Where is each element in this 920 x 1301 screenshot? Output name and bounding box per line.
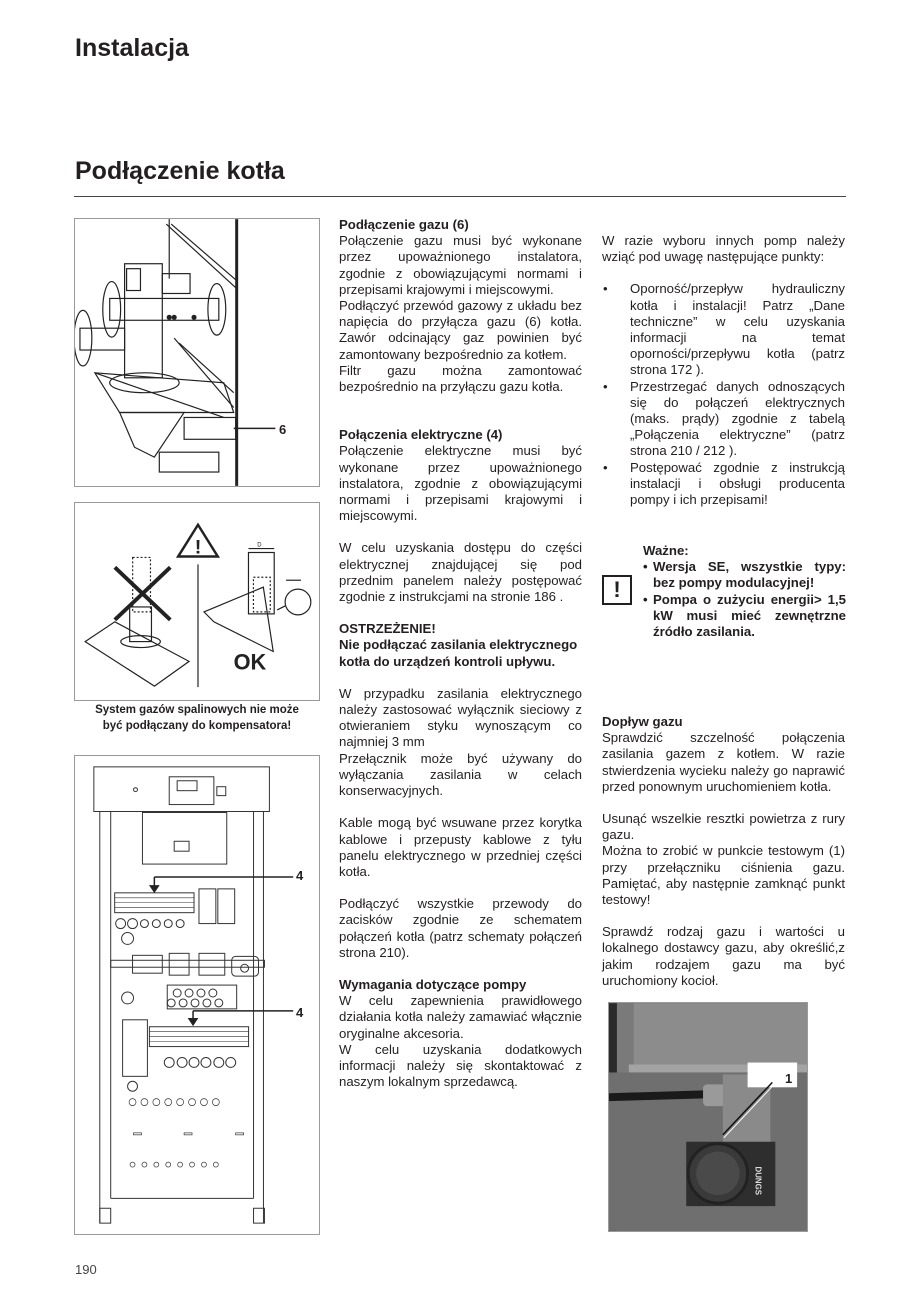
pressure-switch-illustration: [609, 1003, 807, 1231]
electrical-p1: Połączenie elektryczne musi być wykonane przez upoważnionego instalatora, zgodnie z obowiązującymi normami i przepisami krajowymi i miejscowymi.: [339, 443, 582, 524]
dimension-d-label: D: [257, 542, 262, 549]
important-note: [602, 543, 846, 640]
ok-label: OK: [233, 649, 267, 675]
gas-supply-p1: Sprawdzić szczelność połączenia zasilania gazem z kotłem. W razie stwierdzenia wycieku należy go naprawić przed ponownym uruchomieniem kotła.: [602, 730, 845, 794]
gas-connection-p1: Połączenie gazu musi być wykonane przez upoważnionego instalatora, zgodnie z obowiązującymi normami i przepisami krajowymi i miejscowymi.: [339, 233, 582, 297]
flue-warning-drawing: [75, 503, 319, 700]
electrical-heading: Połączenia elektryczne (4): [339, 427, 503, 443]
gas-supply-heading: Dopływ gazu: [602, 714, 683, 729]
electrical-p6: Podłączyć wszystkie przewody do zacisków zgodnie ze schematem połączeń kotła (patrz schematy połączeń strona 210).: [339, 896, 582, 960]
middle-column: [339, 217, 582, 1090]
list-item: • Przestrzegać danych odnoszących się do połączeń elektrycznych (maks. prądy) zgodnie z tabelą „Połączenia elektryczne” (patrz strona 210 / 212 ).: [602, 379, 845, 460]
right-column: [602, 233, 845, 508]
note-item: • Wersja SE, wszystkie typy: bez pompy modulacyjnej!: [643, 559, 846, 591]
callout-gas-connection: 6: [279, 422, 287, 437]
callout-test-point: 1: [785, 1071, 793, 1086]
svg-text:!: !: [194, 536, 202, 559]
dungs-label: DUNGS: [753, 1166, 763, 1196]
gas-supply-p2: Usunąć wszelkie resztki powietrza z rury gazu.: [602, 811, 845, 843]
gas-connection-p3: Filtr gazu można zamontować bezpośrednio na przyłączu gazu kotła.: [339, 362, 582, 395]
flue-warning-caption: System gazów spalinowych nie może być podłączany do kompensatora!: [95, 704, 299, 732]
electrical-p5: Kable mogą być wsuwane przez korytka kablowe i przepusty kablowe z tyłu panelu elektrycznego w przedniej części kotła.: [339, 815, 582, 879]
title-divider: [74, 196, 846, 197]
gas-pressure-switch-photo: [608, 1002, 808, 1232]
list-item: • Postępować zgodnie z instrukcją instalacji i obsługi producenta pompy i ich przepisami!: [602, 460, 845, 509]
pump-heading: Wymagania dotyczące pompy: [339, 976, 527, 992]
gas-supply-section: [602, 714, 845, 989]
note-item: • Pompa o zużyciu energii> 1,5 kW musi mieć zewnętrzne źródło zasilania.: [643, 592, 846, 641]
page-number: 190: [75, 1262, 97, 1277]
electrical-panel-figure: [74, 755, 320, 1235]
gas-connection-heading: Podłączenie gazu (6): [339, 217, 469, 232]
page-title: Podłączenie kotła: [75, 157, 285, 185]
electrical-panel-drawing: [75, 756, 319, 1234]
exclamation-icon: !: [602, 575, 632, 605]
flue-warning-figure: [74, 502, 320, 701]
warning-heading: OSTRZEŻENIE!: [339, 621, 436, 637]
pump-intro: W razie wyboru innych pomp należy wziąć pod uwagę następujące punkty:: [602, 233, 845, 265]
electrical-p2: W celu uzyskania dostępu do części elektrycznej znajdującej się pod przednim panelem należy postępować zgodnie z instrukcjami na stronie 186 .: [339, 540, 582, 605]
gas-connection-figure: [74, 218, 320, 487]
note-heading: Ważne:: [643, 543, 689, 558]
pump-p2: W celu uzyskania dodatkowych informacji należy się skontaktować z naszym lokalnym sprzedawcą.: [339, 1041, 582, 1090]
gas-supply-p4: Sprawdź rodzaj gazu i wartości u lokalnego dostawcy gazu, aby określić,z jakim rodzajem gazu ma być uruchomiony kocioł.: [602, 924, 845, 988]
pump-bullet-list: [602, 281, 845, 508]
callout-electrical-terminal-top: 4: [296, 868, 304, 883]
list-item: • Oporność/przepływ hydrauliczny kotła i instalacji! Patrz „Dane techniczne” w celu uzyskania informacji na temat oporności/przepływu kotła (patrz strona 172 ).: [602, 281, 845, 378]
pump-p1: W celu zapewnienia prawidłowego działania kotła należy zamawiać włącznie oryginalne akcesoria.: [339, 993, 582, 1041]
electrical-p4: Przełącznik może być używany do wyłączania zasilania w celach konserwacyjnych.: [339, 750, 582, 799]
warning-text: Nie podłączać zasilania elektrycznego kotła do urządzeń kontroli upływu.: [339, 637, 578, 669]
gas-supply-p3: Można to zrobić w punkcie testowym (1) przy przełączniku ciśnienia gazu. Pamiętać, aby następnie zamknąć punkt testowy!: [602, 843, 845, 908]
electrical-p3: W przypadku zasilania elektrycznego należy zastosować wyłącznik sieciowy z otwieraniem styku wynoszącym co najmniej 3 mm: [339, 685, 582, 750]
gas-connection-p2: Podłączyć przewód gazowy z układu bez napięcia do przyłącza gazu (6) kotła. Zawór odcinający gaz powinien być zamontowany bezpośrednio za kotłem.: [339, 298, 582, 362]
section-header: Instalacja: [75, 34, 189, 62]
callout-electrical-terminal-bottom: 4: [296, 1005, 304, 1020]
gas-connection-drawing: [75, 219, 319, 486]
